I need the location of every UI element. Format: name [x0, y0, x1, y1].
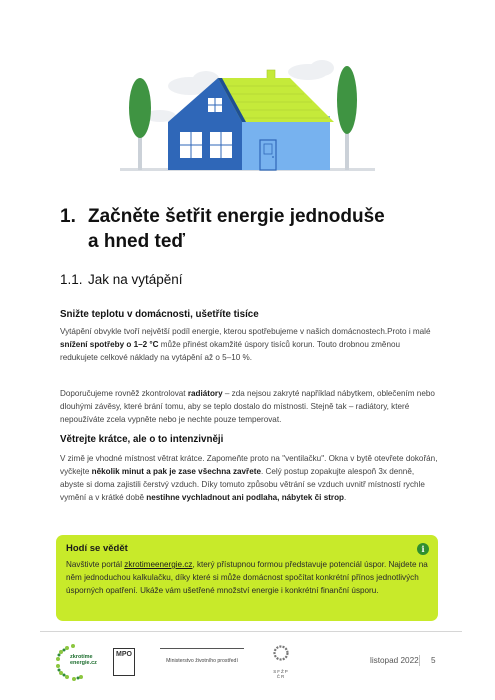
page-number: 5 — [431, 656, 436, 665]
section2-paragraph — [60, 452, 440, 504]
body-text: . — [344, 493, 347, 502]
tip-text-after: , který přístupnou formou představuje potenciál úspor. Najdete na něm jednoduchou kalkulačku, díky které si může domácnost spočítat konkrétní přínos jednotlivých úsporných opatření. Ukáže vám ušetřené množství energie i konkrétní finanční úsporu. — [66, 560, 428, 595]
zkrotime-logo — [55, 642, 101, 682]
footer — [0, 642, 495, 692]
body-text: může přinést okamžité úspory tisíců korun. Touto drobnou změnou redukujete celkové náklady na vytápění až o 5–10 %. — [60, 340, 400, 362]
sfzp-ring-icon — [272, 644, 290, 662]
body-text: Proto i malé — [387, 327, 431, 336]
tip-box-text — [66, 558, 428, 597]
footer-divider — [40, 631, 462, 632]
section-heading — [60, 204, 440, 254]
emphasis-text: několik minut a pak je zase všechna zavřete — [91, 467, 261, 476]
subsection-number: 1.1. — [60, 272, 83, 287]
body-text: . Celý postup zopakujte alespoň 3x denně, abyste si doma zajistili čerstvý vzduch. Díky tomuto způsobu větrání se vzduch uvnitř místností rychle vymění a v krátké době — [60, 467, 425, 502]
portal-link[interactable]: zkrotimeenergie.cz — [124, 560, 193, 569]
body-text: Doporučujeme rovněž zkontrolovat — [60, 389, 188, 398]
sfzp-logo — [268, 644, 294, 679]
mpo-logo: MPO — [113, 648, 135, 676]
subsection-title: Jak na vytápění — [88, 272, 183, 287]
ministry-logo-text: Ministerstvo životního prostředí — [166, 658, 238, 664]
section1-paragraph2 — [60, 387, 440, 426]
tip-box — [56, 535, 438, 621]
zkrotime-logo-text: zkrotíme energie.cz — [70, 654, 97, 666]
section1-title: Snižte teplotu v domácnosti, ušetříte tisíce — [60, 309, 259, 320]
sfzp-logo-text: SFŽP ČR — [273, 669, 289, 679]
section1-paragraph1 — [60, 325, 440, 364]
ministry-logo — [160, 648, 244, 664]
body-text: – zda nejsou zakryté například nábytkem, oblečením nebo dlouhými závěsy, které brání tomu, aby se teplo dostalo do místnosti. Stejně tak – radiátory, které nepoužíváte zcela vypněte nebo je nechte pouze temperovat. — [60, 389, 435, 424]
tip-text-before: Navštivte portál — [66, 560, 125, 569]
section-heading-line2: a hned teď — [88, 231, 186, 252]
body-text: V zimě je vhodné místnost větrat krátce. Zapomeňte proto na "ventilačku". Okna v bytě otevřete dokořán, vyčkejte — [60, 454, 438, 476]
footer-separator — [419, 655, 420, 666]
tip-box-title: Hodí se vědět — [66, 543, 128, 554]
section2-title: Větrejte krátce, ale o to intenzivněji — [60, 434, 224, 445]
info-icon: i — [417, 543, 429, 555]
body-text: Vytápění obvykle tvoří největší podíl energie, kterou spotřebujeme v našich domácnostech. — [60, 327, 388, 336]
publication-date: listopad 2022 — [370, 656, 419, 665]
section-number: 1. — [60, 206, 76, 227]
emphasis-text: radiátory — [187, 389, 223, 398]
emphasis-text: snížení spotřeby o 1–2 °C — [60, 340, 159, 349]
emphasis-text: nestihne vychladnout ani podlaha, nábytek či strop — [146, 493, 345, 502]
section-heading-line1: Začněte šetřit energie jednoduše — [88, 206, 385, 227]
house-with-trees-icon — [120, 56, 375, 181]
subsection-heading — [60, 272, 183, 287]
